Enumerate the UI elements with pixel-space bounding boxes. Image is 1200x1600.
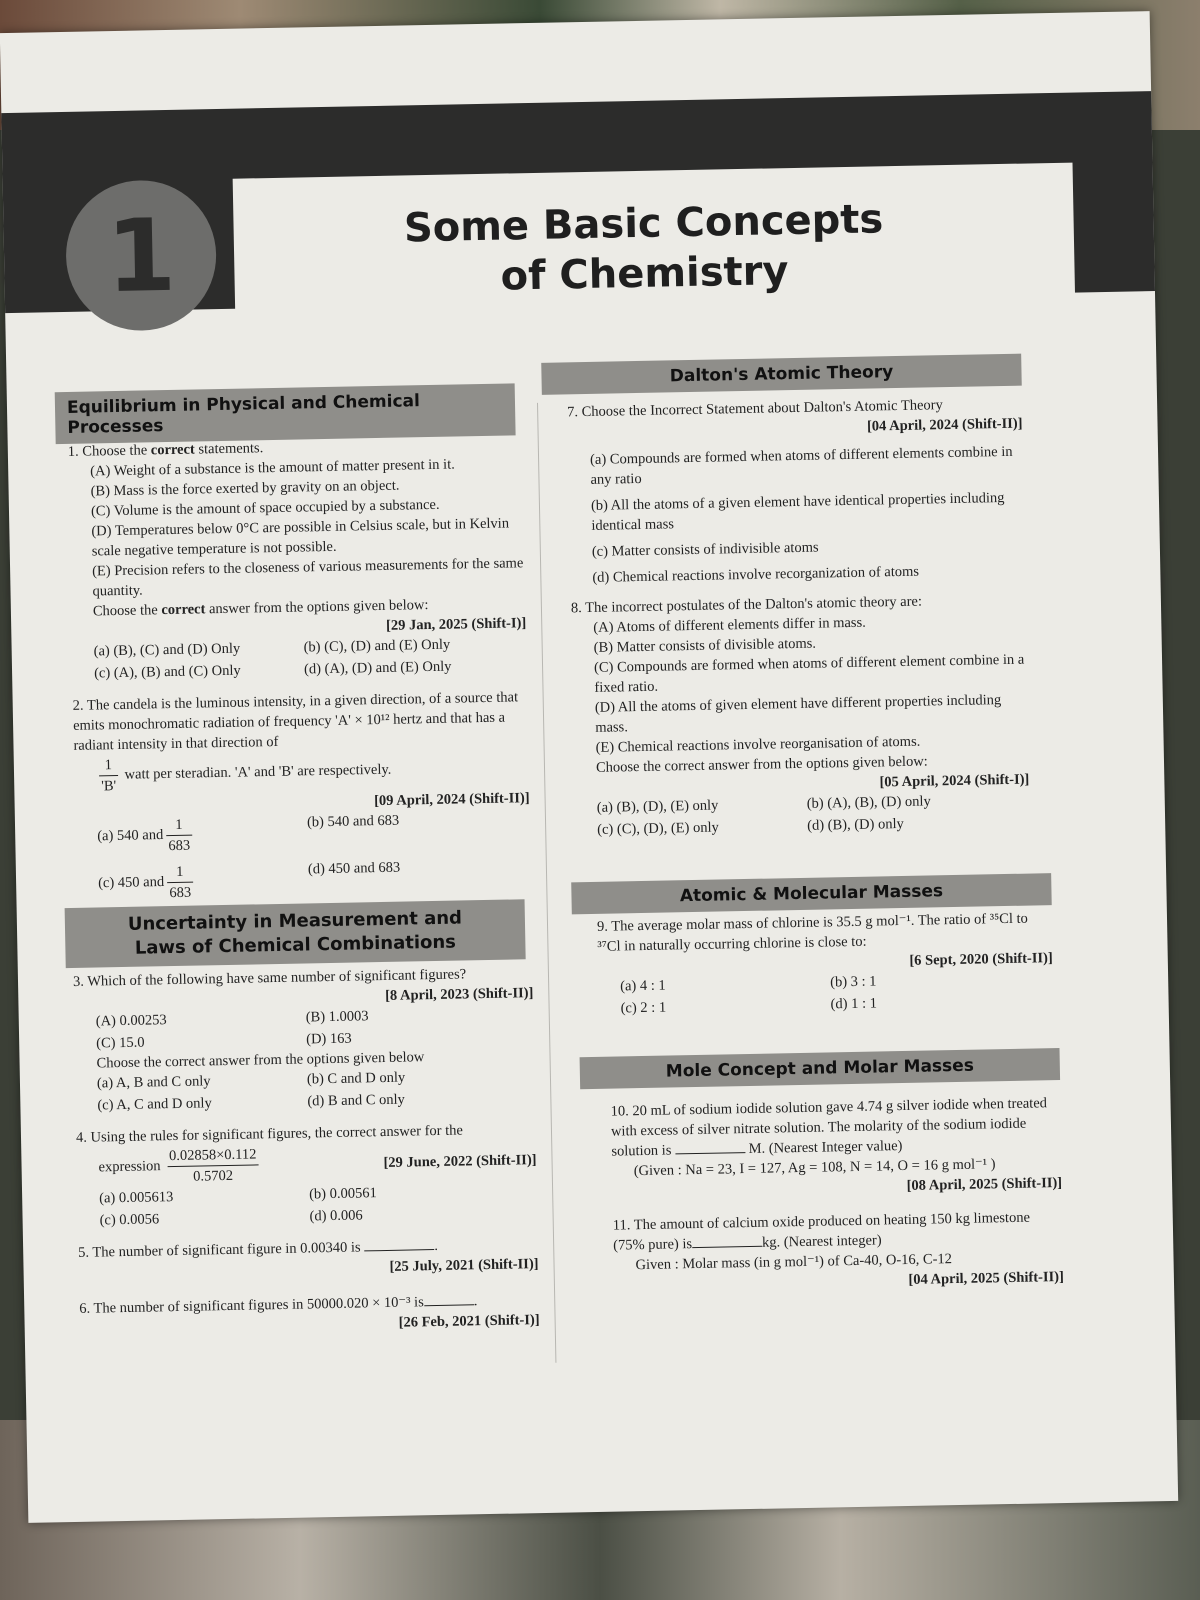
- q10-source: [08 April, 2025 (Shift-II)]: [906, 1174, 1063, 1194]
- q4-expression: expression $\frac{0.02858\times 0.112}{0.5702}$ [29 June, 2022 (Shift-II)]: [76, 1139, 537, 1189]
- left-column-top: [68, 425, 532, 905]
- right-column-top: [567, 386, 1030, 841]
- q1-item: (A) Weight of a substance is the amount of matter present in it.: [90, 456, 455, 480]
- question-8: [571, 590, 1031, 841]
- question-6: [79, 1290, 540, 1339]
- section-uncertainty: Uncertainty in Measurement and Laws of Chemical Combinations: [65, 899, 526, 968]
- q1-option-a[interactable]: (a) (B), (C) and (D) Only: [93, 640, 241, 660]
- q8-stem: 8. The incorrect postulates of the Dalton's atomic theory are:: [570, 593, 923, 617]
- q4-options: [77, 1180, 538, 1231]
- q1-option-b[interactable]: (b) (C), (D) and (E) Only: [303, 636, 451, 656]
- q8-item: (C) Compounds are formed when atoms of different element combine in a fixed ratio.: [593, 651, 1025, 696]
- q3-item: (A) 0.00253: [95, 1012, 167, 1030]
- q3-items: [74, 1003, 535, 1054]
- q8-item: (B) Matter consists of divisible atoms.: [593, 635, 817, 656]
- q1-choose: Choose the correct answer from the options given below:: [92, 597, 429, 620]
- q9-option-a[interactable]: (a) 4 : 1: [620, 977, 666, 995]
- chapter-title-line1: Some Basic Concepts: [403, 196, 884, 252]
- q9-option-b[interactable]: (b) 3 : 1: [830, 973, 877, 991]
- q9-stem: 9. The average molar mass of chlorine is 35.5 g mol⁻¹. The ratio of ³⁵Cl to ³⁷Cl in naturally occurring chlorine is close to:: [596, 910, 1028, 955]
- q9-options: [598, 968, 1054, 1019]
- q3-stem: 3. Which of the following have same number of significant figures?: [72, 966, 467, 990]
- q1-item: (E) Precision refers to the closeness of various measurements for the same quantity.: [92, 555, 524, 600]
- q1-item: (D) Temperatures below 0°C are possible in Celsius scale, but in Kelvin scale negative temperature is not possible.: [91, 515, 510, 560]
- q3-option-c[interactable]: (c) A, C and D only: [97, 1095, 212, 1114]
- q7-source: [04 April, 2024 (Shift-II)]: [866, 415, 1023, 435]
- q4-option-b[interactable]: (b) 0.00561: [309, 1185, 377, 1203]
- q3-option-b[interactable]: (b) C and D only: [306, 1069, 406, 1088]
- q11-source: [04 April, 2025 (Shift-II)]: [908, 1268, 1065, 1288]
- q8-item: (E) Chemical reactions involve reorganisation of atoms.: [595, 733, 921, 756]
- q10-stem: 10. 20 mL of sodium iodide solution gave 4.74 g silver iodide when treated with excess of silver nitrate solution. The molarity of the sodium iodide solution is M. (Nearest Integer value): [610, 1095, 1048, 1160]
- q7-option-d[interactable]: (d) Chemical reactions involve recorganization of atoms: [592, 563, 920, 586]
- q5-stem: 5. The number of significant figure in 0.00340 is .: [78, 1237, 439, 1261]
- q2-fraction: $\frac{1}{'B'}$: [99, 755, 119, 796]
- q3-option-a[interactable]: (a) A, B and C only: [96, 1073, 211, 1092]
- q2-stem-end: $\frac{1}{'B'}$ watt per steradian. 'A' and 'B' are respectively.: [74, 747, 530, 797]
- left-column-bottom: [73, 963, 540, 1339]
- q4-option-c[interactable]: (c) 0.0056: [99, 1211, 160, 1229]
- book-page: [0, 11, 1178, 1523]
- section-dalton: Dalton's Atomic Theory: [541, 354, 1022, 395]
- q8-item: (D) All the atoms of given element have different properties including mass.: [594, 692, 1002, 736]
- q3-item: (B) 1.0003: [305, 1008, 369, 1026]
- section-mole: Mole Concept and Molar Masses: [580, 1048, 1061, 1089]
- column-divider: [537, 403, 556, 1363]
- q6-stem: 6. The number of significant figures in 50000.020 × 10⁻³ is .: [79, 1293, 478, 1317]
- q8-choose: Choose the correct answer from the options given below:: [595, 753, 928, 776]
- q3-options: [75, 1065, 536, 1116]
- q8-option-c[interactable]: (c) (C), (D), (E) only: [597, 819, 719, 838]
- chapter-number: 1: [65, 179, 218, 332]
- q4-option-d[interactable]: (d) 0.006: [309, 1207, 363, 1225]
- right-column-middle: [597, 908, 1054, 1019]
- q2-stem: 2. The candela is the luminous intensity, in a given direction, of a source that emits monochromatic radiation of frequency 'A' × 10¹² hertz and that has a radiant intensity in that direction of: [72, 689, 519, 754]
- q7-stem: 7. Choose the Incorrect Statement about Dalton's Atomic Theory: [567, 397, 943, 421]
- question-9: [597, 908, 1054, 1019]
- q3-item: (D) 163: [306, 1030, 352, 1048]
- q4-stem: 4. Using the rules for significant figures, the correct answer for the: [75, 1122, 464, 1146]
- q8-source: [05 April, 2024 (Shift-I)]: [879, 771, 1030, 791]
- chapter-title: [363, 193, 925, 304]
- q11-stem: 11. The amount of calcium oxide produced on heating 150 kg limestone (75% pure) is kg. (Nearest integer): [612, 1209, 1031, 1254]
- q3-source: [8 April, 2023 (Shift-II)]: [384, 985, 534, 1004]
- q4-source: [29 June, 2022 (Shift-II)]: [383, 1151, 537, 1171]
- q2-source: [09 April, 2024 (Shift-II)]: [373, 790, 530, 810]
- question-4: [76, 1119, 538, 1231]
- q2-option-a[interactable]: (a) 540 and $\frac{1}{683}$: [97, 812, 308, 857]
- question-11: [613, 1207, 1064, 1296]
- q2-option-b[interactable]: (b) 540 and 683: [306, 812, 400, 831]
- q5-source: [25 July, 2021 (Shift-II)]: [389, 1256, 539, 1275]
- question-2: [73, 687, 532, 905]
- question-10: [610, 1093, 1062, 1202]
- q10-given: (Given : Na = 23, I = 127, Ag = 108, N = 14, O = 16 g mol⁻¹ ): [633, 1156, 996, 1180]
- q3-option-d[interactable]: (d) B and C only: [307, 1091, 405, 1110]
- q1-options: [72, 633, 528, 684]
- q7-option-a[interactable]: (a) Compounds are formed when atoms of different elements combine in any ratio: [589, 443, 1013, 488]
- q7-option-b[interactable]: (b) All the atoms of a given element have identical properties including identical mass: [590, 489, 1005, 534]
- q2-option-c[interactable]: (c) 450 and $\frac{1}{683}$: [98, 859, 309, 904]
- q9-option-d[interactable]: (d) 1 : 1: [830, 995, 878, 1013]
- q4-option-a[interactable]: (a) 0.005613: [99, 1189, 174, 1207]
- q8-option-a[interactable]: (a) (B), (D), (E) only: [596, 797, 719, 816]
- q9-option-c[interactable]: (c) 2 : 1: [620, 999, 667, 1017]
- question-7: [567, 394, 1025, 589]
- q11-given: Given : Molar mass (in g mol⁻¹) of Ca-40, O-16, C-12: [635, 1251, 953, 1274]
- q1-option-c[interactable]: (c) (A), (B) and (C) Only: [93, 662, 241, 682]
- q4-fraction: $\frac{0.02858\times 0.112}{0.5702}$: [167, 1144, 259, 1187]
- chapter-title-line2: of Chemistry: [500, 248, 789, 300]
- question-1: [68, 433, 528, 684]
- q1-item: (C) Volume is the amount of space occupied by a substance.: [90, 496, 440, 520]
- q2-options: [75, 808, 532, 905]
- q8-item: (A) Atoms of different elements differ in mass.: [593, 614, 866, 636]
- section-atomic: Atomic & Molecular Masses: [571, 873, 1052, 914]
- q1-source: [29 Jan, 2025 (Shift-I)]: [385, 615, 527, 634]
- q3-choose: Choose the correct answer from the options given below: [96, 1049, 425, 1072]
- q2-option-d[interactable]: (d) 450 and 683: [307, 859, 401, 878]
- q8-option-d[interactable]: (d) (B), (D) only: [807, 815, 904, 834]
- q6-source: [26 Feb, 2021 (Shift-I)]: [398, 1312, 540, 1331]
- question-3: [73, 963, 536, 1116]
- section-equilibrium: Equilibrium in Physical and Chemical Processes: [55, 383, 516, 444]
- q8-option-b[interactable]: (b) (A), (B), (D) only: [806, 793, 931, 812]
- q7-option-c[interactable]: (c) Matter consists of indivisible atoms: [591, 539, 819, 560]
- q9-source: [6 Sept, 2020 (Shift-II)]: [909, 950, 1053, 969]
- q8-options: [575, 790, 1031, 841]
- q1-option-d[interactable]: (d) (A), (D) and (E) Only: [303, 658, 452, 678]
- q3-item: (C) 15.0: [96, 1034, 145, 1052]
- right-column-bottom: [610, 1093, 1064, 1296]
- question-5: [78, 1234, 539, 1283]
- q1-stem: 1. Choose the correct statements.: [67, 440, 264, 460]
- q1-item: (B) Mass is the force exerted by gravity on an object.: [90, 477, 400, 500]
